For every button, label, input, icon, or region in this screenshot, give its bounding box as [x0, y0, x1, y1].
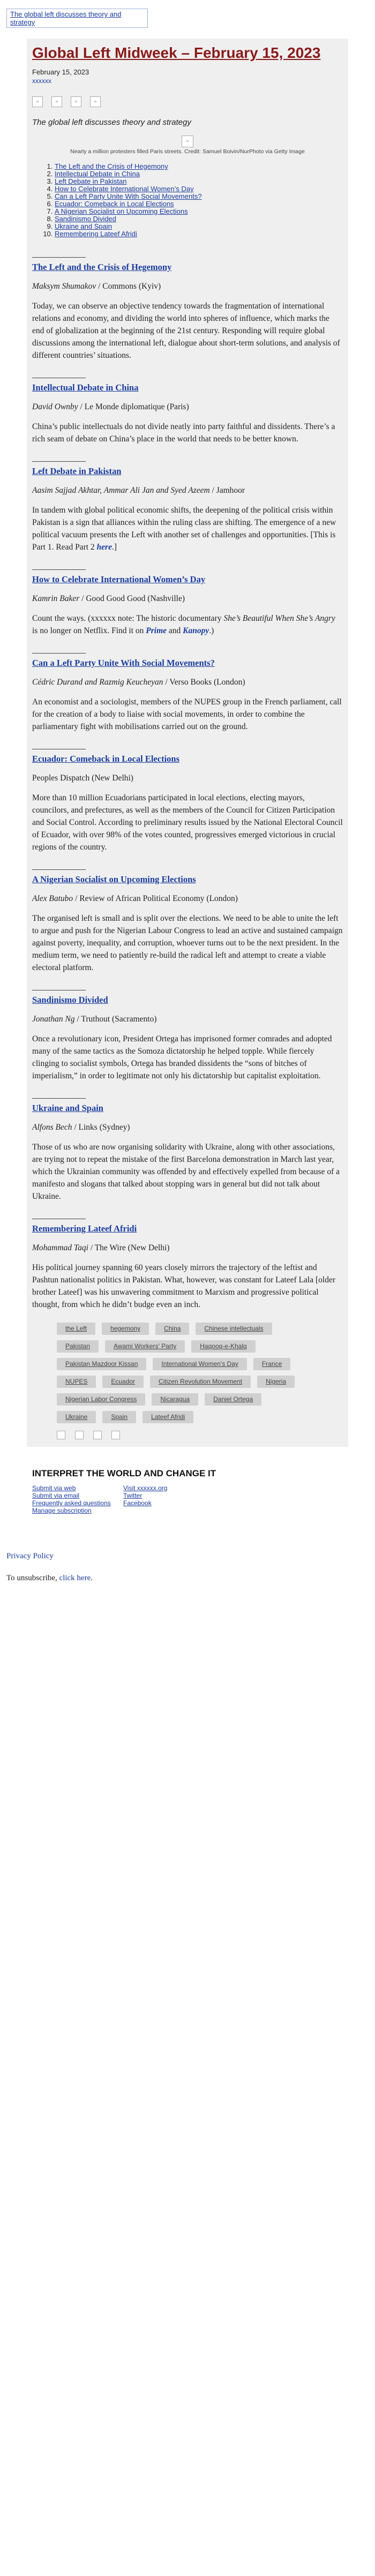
article-source: Alex Batubo / Review of African Political Economy (London)	[32, 894, 238, 903]
tag[interactable]: Pakistan Mazdoor Kissan	[57, 1358, 146, 1370]
tag[interactable]: France	[253, 1358, 290, 1370]
divider	[32, 461, 86, 462]
issue-author	[27, 76, 348, 85]
unsubscribe-line: To unsubscribe, click here.	[6, 1574, 93, 1582]
article-body: His political journey spanning 60 years closely mirrors the trajectory of the leftist and Pashtun nationalist politics in Pakistan. What, however, was constant for Lateef Lala [older brother Lateef] was his unwavering commitment to Marxism and progressive political thought, from which he didn’t budge even an inch.	[32, 1263, 335, 1309]
article	[27, 1098, 348, 1203]
divider	[32, 653, 86, 654]
article-title[interactable]: Ukraine and Spain	[32, 1103, 103, 1113]
footer-link[interactable]: Visit xxxxxx.org	[123, 1484, 168, 1492]
article-title[interactable]: Sandinismo Divided	[32, 995, 108, 1005]
toc-item[interactable]: 4. How to Celebrate International Women’s Day	[55, 185, 343, 193]
share-icon-3[interactable]: ▫	[71, 96, 81, 107]
article-title[interactable]: Can a Left Party Unite With Social Movements?	[32, 658, 215, 668]
article-title[interactable]: Remembering Lateef Afridi	[32, 1223, 137, 1234]
tag[interactable]: Ecuador	[102, 1376, 144, 1388]
article-source: Aasim Sajjad Akhtar, Ammar Ali Jan and Syed Azeem / Jamhoor	[32, 486, 245, 495]
article-title[interactable]: Intellectual Debate in China	[32, 382, 139, 393]
article-title[interactable]: A Nigerian Socialist on Upcoming Elections	[32, 874, 196, 884]
tag-list	[27, 1323, 298, 1423]
article-title[interactable]: The Left and the Crisis of Hegemony	[32, 262, 172, 272]
divider	[32, 257, 86, 258]
article	[27, 257, 348, 362]
divider	[32, 569, 86, 570]
footer-link[interactable]: Manage subscription	[32, 1507, 92, 1514]
prime-link[interactable]: Prime	[146, 626, 167, 635]
tag[interactable]: Daniel Ortega	[205, 1393, 261, 1406]
article-source: Alfons Bech / Links (Sydney)	[32, 1123, 130, 1132]
issue-title[interactable]: Global Left Midweek – February 15, 2023	[32, 44, 321, 61]
privacy-policy-link[interactable]: Privacy Policy	[6, 1552, 54, 1560]
legal	[0, 1552, 375, 1583]
article	[27, 461, 348, 553]
tag[interactable]: Spain	[102, 1411, 136, 1423]
toc-item[interactable]: 8. Sandinismo Divided	[55, 215, 343, 223]
toc-item[interactable]: 6. Ecuador: Comeback in Local Elections	[55, 200, 343, 208]
share-icon-2[interactable]: ▫	[51, 96, 62, 107]
article-source: Jonathan Ng / Truthout (Sacramento)	[32, 1015, 157, 1024]
footer-link[interactable]: Facebook	[123, 1499, 152, 1507]
toc-item[interactable]: 7. A Nigerian Socialist on Upcoming Elections	[55, 208, 343, 215]
divider	[32, 1098, 86, 1099]
tag[interactable]: Chinese intellectuals	[196, 1323, 272, 1335]
tag[interactable]: NUPES	[57, 1376, 96, 1388]
image-placeholder-icon: ▫	[182, 136, 193, 147]
tag[interactable]: Awami Workers' Party	[105, 1340, 185, 1353]
article	[27, 378, 348, 445]
kanopy-link[interactable]: Kanopy	[183, 626, 209, 635]
tag[interactable]: the Left	[57, 1323, 95, 1335]
tag[interactable]: Nicaragua	[152, 1393, 198, 1406]
tag[interactable]: Haqooq-e-Khalq	[191, 1340, 255, 1353]
toc-item[interactable]: 9. Ukraine and Spain	[55, 223, 343, 230]
article-source: Mohammad Taqi / The Wire (New Delhi)	[32, 1243, 170, 1252]
toc-item[interactable]: 5. Can a Left Party Unite With Social Movements?	[55, 193, 343, 200]
article-body: China’s public intellectuals do not divide neatly into party faithful and dissidents. There’s a rich seam of debate on China’s place in the world that needs to be better known.	[32, 422, 335, 444]
tag[interactable]: China	[155, 1323, 189, 1335]
footer-link[interactable]	[123, 1507, 214, 1514]
tag[interactable]: International Women's Day	[153, 1358, 246, 1370]
article-source: Kamrin Baker / Good Good Good (Nashville)	[32, 594, 185, 603]
tag[interactable]: Ukraine	[57, 1411, 96, 1423]
article	[27, 569, 348, 637]
toc-item[interactable]: 2. Intellectual Debate in China	[55, 170, 343, 178]
share-icon-4[interactable]: ▫	[90, 96, 101, 107]
article	[27, 1219, 348, 1311]
toc-item[interactable]: 3. Left Debate in Pakistan	[55, 178, 343, 185]
header	[0, 0, 375, 39]
footer-heading: INTERPRET THE WORLD AND CHANGE IT	[32, 1468, 216, 1478]
article-body: Those of us who are now organising solidarity with Ukraine, along with other associations, are trying not to repeat the mistake of the first Barcelona demonstration in March last year, which the Ukrainian community was offended by and effectively expelled from because of a manifesto and slogans that talked about stopping wars in general but did not talk about Ukraine.	[32, 1143, 340, 1201]
share-icons	[27, 85, 348, 107]
tag[interactable]: Nigeria	[257, 1376, 295, 1388]
article-body: More than 10 million Ecuadorians participated in local elections, electing mayors, councilors, and prefectures, as well as the members of the Council for Citizen Participation and Social Control. According to preliminary results issued by the National Electoral Council of Ecuador, with over 98% of the votes counted, progressives emerged victorious in crucial regions of the country.	[32, 793, 343, 852]
footer-link[interactable]: Twitter	[123, 1492, 142, 1499]
toc-item[interactable]: 1. The Left and the Crisis of Hegemony	[55, 163, 343, 170]
tag[interactable]: Pakistan	[57, 1340, 99, 1353]
article-title[interactable]: Left Debate in Pakistan	[32, 466, 122, 476]
footer	[27, 1468, 348, 1514]
article-title[interactable]: Ecuador: Comeback in Local Elections	[32, 754, 179, 764]
share-icon-1[interactable]: ▫	[32, 96, 43, 107]
unsubscribe-link[interactable]: click here	[59, 1574, 91, 1582]
tag[interactable]: Lateef Afridi	[142, 1411, 193, 1423]
article-source: Cédric Durand and Razmig Keucheyan / Verso Books (London)	[32, 678, 245, 687]
article-source: David Ownby / Le Monde diplomatique (Paris)	[32, 402, 189, 411]
footer-link[interactable]: Submit via web	[32, 1484, 76, 1492]
issue-subtitle: The global left discusses theory and strategy	[32, 118, 191, 127]
article-body: Once a revolutionary icon, President Ortega has imprisoned former comrades and adopted many of the same tactics as the Somoza dictatorship he helped topple. While fiercely clinging to socialist symbols, Ortega has branded dissidents the “sons of bitches of imperialism,” in order to legitimate not only his dictatorship but capitalist exploitation.	[32, 1034, 332, 1080]
article-title[interactable]: How to Celebrate International Women’s Day	[32, 574, 206, 584]
article-body: The organised left is small and is split over the elections. We need to be able to unite the left to argue and push for the Nigerian Labour Congress to lead an active and sustained campaign against poverty, inequality, and corruption, whoever turns out to be the next president. In the medium term, we need to patiently re-build the radical left and attempt to create a viable electoral platform.	[32, 914, 343, 972]
tag[interactable]: Nigerian Labor Congress	[57, 1393, 145, 1406]
newsletter-body	[27, 39, 348, 1447]
article-body: An economist and a sociologist, members of the NUPES group in the French parliament, call for the creation of a body to liaise with social movements, in order to combine the parliamentary fight with mobilisations carried out on the ground.	[32, 697, 342, 731]
hero-figure	[27, 127, 348, 155]
author-link[interactable]: xxxxxx	[32, 77, 51, 85]
table-of-contents	[27, 155, 348, 238]
logo-image-link[interactable]: The global left discusses theory and strategy	[6, 9, 148, 28]
footer-link[interactable]: Frequently asked questions	[32, 1499, 111, 1507]
footer-share-icons	[27, 1431, 348, 1439]
footer-link[interactable]: Submit via email	[32, 1492, 80, 1499]
footer-links	[32, 1484, 343, 1514]
article-body: In tandem with global political economic shifts, the deepening of the political crisis within Pakistan is a sign that alliances within the ruling class are shifting. The emergence of a new political vacuum presents the Left with another set of challenges and opportunities. [This is Part 1. Read Part 2 here.]	[32, 506, 336, 552]
article-body: Count the ways. (xxxxxx note: The historic documentary She’s Beautiful When She’s Angry is no longer on Netflix. Find it on Prime and Kanopy.)	[32, 614, 335, 635]
article	[27, 653, 348, 733]
article-source: Maksym Shumakov / Commons (Kyiv)	[32, 282, 161, 291]
share-icon-4[interactable]	[111, 1431, 120, 1439]
share-icon-1[interactable]	[57, 1431, 65, 1439]
hero-caption: Nearly a million protesters filled Paris streets. Credit: Samuel Boivin/NurPhoto via Getty Image	[70, 148, 305, 155]
divider	[32, 869, 86, 870]
share-icon-3[interactable]	[93, 1431, 102, 1439]
tag[interactable]: Citizen Revolution Movement	[150, 1376, 251, 1388]
article	[27, 749, 348, 853]
share-icon-2[interactable]	[75, 1431, 84, 1439]
article	[27, 869, 348, 974]
article	[27, 990, 348, 1082]
article-body: Today, we can observe an objective tendency towards the fragmentation of international relations and economy, and dividing the world into spheres of influence, which marks the end of globalization at the beginning of the 21st century. Responding will require global discussions among the international left, dialogue about short-term solutions, and analysis of different countries’ situations.	[32, 302, 340, 360]
read-part-2-link[interactable]: here	[96, 543, 112, 552]
article-source: Peoples Dispatch (New Delhi)	[32, 773, 133, 783]
toc-item[interactable]: 10. Remembering Lateef Afridi	[55, 230, 343, 238]
tag[interactable]: hegemony	[102, 1323, 149, 1335]
issue-date: February 15, 2023	[32, 68, 89, 76]
